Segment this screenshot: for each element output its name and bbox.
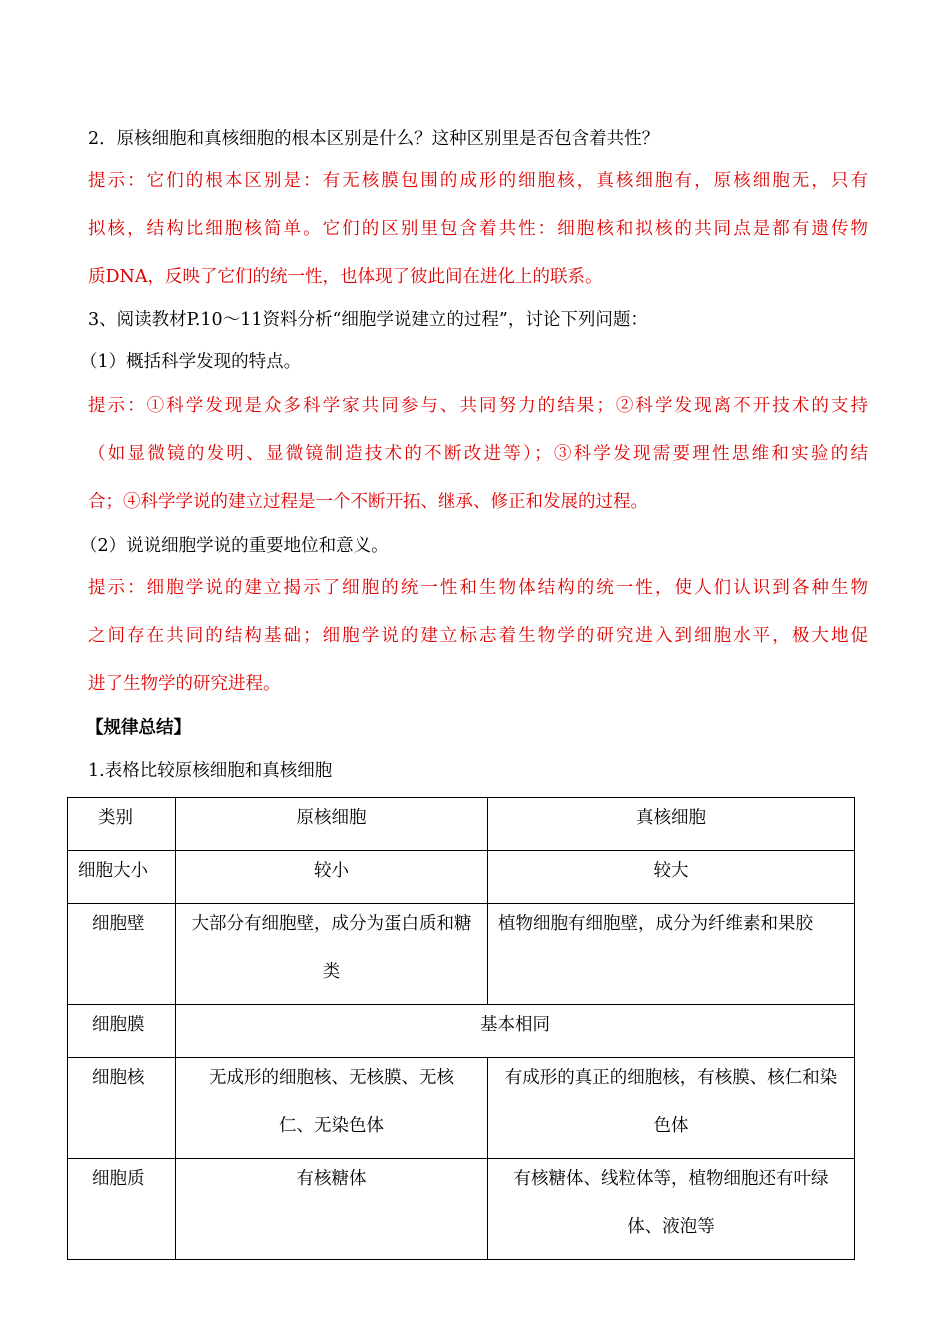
q3-hint1-line-1: 提示：①科学发现是众多科学家共同参与、共同努力的结果；②科学发现离不开技术的支持 (88, 396, 868, 416)
q3-hint1-line-3: 合；④科学学说的建立过程是一个不断开拓、继承、修正和发展的过程。 (88, 492, 648, 512)
row-eukaryote-cell: 较大 (488, 851, 855, 904)
q2-hint-line-1: 提示：它们的根本区别是：有无核膜包围的成形的细胞核，真核细胞有，原核细胞无，只有 (88, 171, 868, 191)
q3-sub2: （2）说说细胞学说的重要地位和意义。 (80, 536, 389, 556)
q3-hint2-line-3: 进了生物学的研究进程。 (88, 674, 281, 694)
row-label: 细胞大小 (68, 851, 176, 904)
q3-hint2-line-2: 之间存在共同的结构基础；细胞学说的建立标志着生物学的研究进入到细胞水平，极大地促 (88, 626, 868, 646)
row-eukaryote-cell: 有核糖体、线粒体等，植物细胞还有叶绿体、液泡等 (488, 1159, 855, 1260)
header-prokaryote: 原核细胞 (176, 798, 488, 851)
row-label: 细胞膜 (68, 1005, 176, 1058)
table-row (68, 1058, 855, 1159)
table-row (68, 851, 855, 904)
table-row (68, 904, 855, 1005)
q2-hint-line-2: 拟核，结构比细胞核简单。它们的区别里包含着共性：细胞核和拟核的共同点是都有遗传物 (88, 219, 868, 239)
header-category: 类别 (68, 798, 176, 851)
row-prokaryote-cell: 较小 (176, 851, 488, 904)
q3-hint2-line-1: 提示：细胞学说的建立揭示了细胞的统一性和生物体结构的统一性，使人们认识到各种生物 (88, 578, 868, 598)
row-merged-cell: 基本相同 (176, 1005, 855, 1058)
q3-question: 3、阅读教材P.10～11资料分析“细胞学说建立的过程”，讨论下列问题： (88, 310, 648, 330)
q2-hint-line-3: 质DNA，反映了它们的统一性，也体现了彼此间在进化上的联系。 (88, 267, 603, 287)
row-prokaryote-cell: 有核糖体 (176, 1159, 488, 1260)
row-label: 细胞壁 (68, 904, 176, 1005)
summary-heading: 【规律总结】 (86, 718, 191, 738)
q2-question: 2．原核细胞和真核细胞的根本区别是什么？这种区别里是否包含着共性？ (88, 129, 660, 149)
comparison-table (67, 797, 855, 1260)
q3-hint1-line-2: （如显微镜的发明、显微镜制造技术的不断改进等）；③科学发现需要理性思维和实验的结 (88, 444, 868, 464)
table-title: 1.表格比较原核细胞和真核细胞 (88, 761, 333, 781)
row-prokaryote-cell: 大部分有细胞壁，成分为蛋白质和糖类 (176, 904, 488, 1005)
q3-sub1: （1）概括科学发现的特点。 (80, 352, 302, 372)
row-label: 细胞核 (68, 1058, 176, 1159)
table-header-row (68, 798, 855, 851)
row-prokaryote-cell: 无成形的细胞核、无核膜、无核仁、无染色体 (176, 1058, 488, 1159)
table-row (68, 1005, 855, 1058)
table-row (68, 1159, 855, 1260)
row-label: 细胞质 (68, 1159, 176, 1260)
row-eukaryote-cell: 有成形的真正的细胞核，有核膜、核仁和染色体 (488, 1058, 855, 1159)
row-eukaryote-cell: 植物细胞有细胞壁，成分为纤维素和果胶 (488, 904, 855, 1005)
header-eukaryote: 真核细胞 (488, 798, 855, 851)
